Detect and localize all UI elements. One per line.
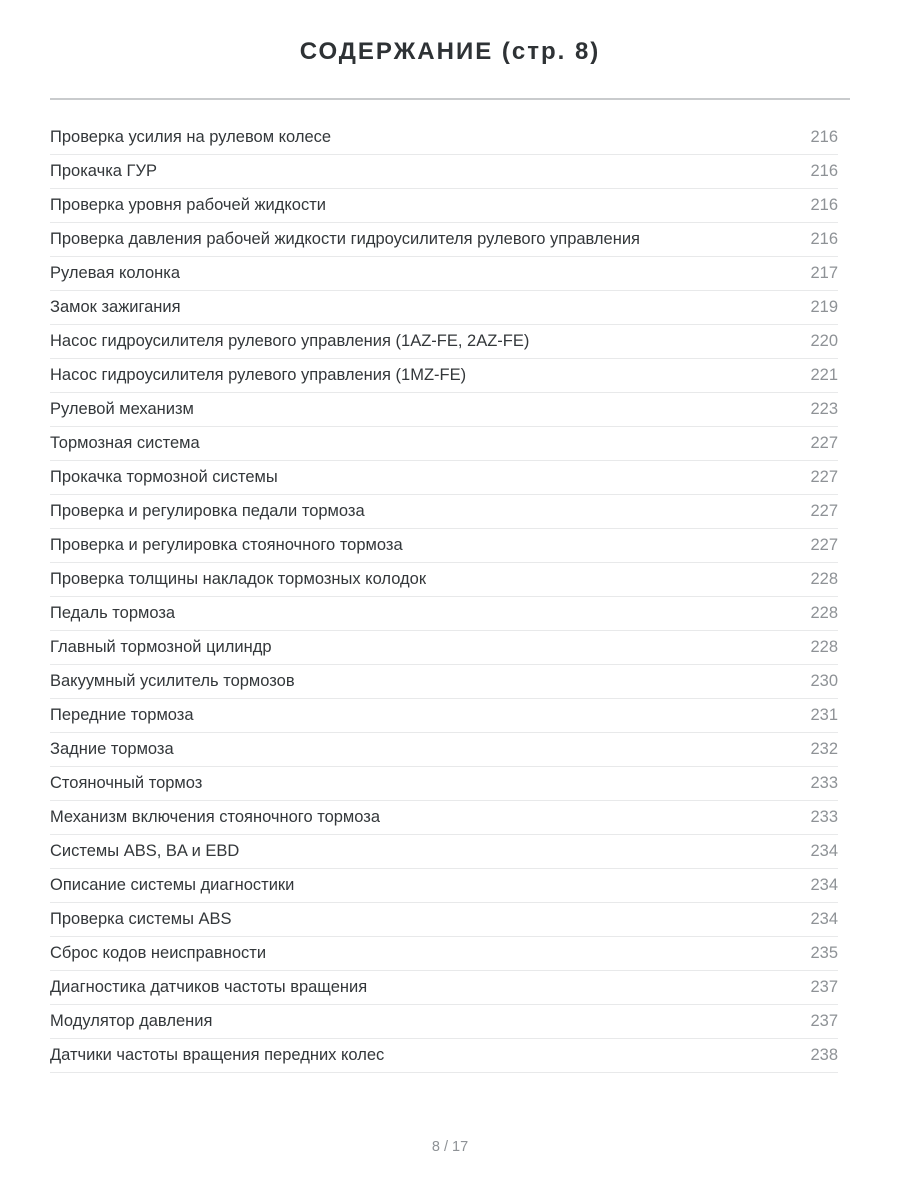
title-divider: [50, 98, 850, 100]
toc-item-page: 227: [810, 502, 838, 520]
toc-item-page: 219: [810, 298, 838, 316]
toc-item-page: 216: [810, 196, 838, 214]
toc-item-label: Тормозная система: [50, 434, 200, 452]
toc-item-page: 237: [810, 978, 838, 996]
toc-item-label: Вакуумный усилитель тормозов: [50, 672, 295, 690]
toc-item-page: 227: [810, 536, 838, 554]
toc-item-label: Стояночный тормоз: [50, 774, 203, 792]
toc-item: [50, 563, 838, 597]
toc-item: [50, 903, 838, 937]
toc-item-label: Рулевой механизм: [50, 400, 194, 418]
toc-item-label: Проверка уровня рабочей жидкости: [50, 196, 326, 214]
toc-item-page: 227: [810, 468, 838, 486]
toc-item-label: Проверка давления рабочей жидкости гидроусилителя рулевого управления: [50, 230, 640, 248]
toc-item-label: Сброс кодов неисправности: [50, 944, 267, 962]
toc-item-page: 237: [810, 1012, 838, 1030]
toc-item-label: Проверка и регулировка стояночного тормоза: [50, 536, 403, 554]
toc-item-page: 216: [810, 230, 838, 248]
toc-item-label: Педаль тормоза: [50, 604, 176, 622]
toc-item-page: 234: [810, 910, 838, 928]
toc-item: [50, 325, 838, 359]
toc-item: [50, 427, 838, 461]
toc-item-label: Проверка толщины накладок тормозных колодок: [50, 570, 427, 588]
toc-item: [50, 1039, 838, 1073]
toc-item-label: Датчики частоты вращения передних колес: [50, 1046, 385, 1064]
toc-item: [50, 121, 838, 155]
page-indicator: 8 / 17: [431, 1139, 469, 1155]
toc-item-label: Механизм включения стояночного тормоза: [50, 808, 380, 826]
toc-page: [50, 0, 850, 1155]
toc-item-label: Замок зажигания: [50, 298, 181, 316]
toc-item-page: 221: [810, 366, 838, 384]
toc-item-page: 238: [810, 1046, 838, 1064]
toc-item-label: Насос гидроусилителя рулевого управления (1AZ-FE, 2AZ-FE): [50, 332, 530, 350]
toc-item: [50, 801, 838, 835]
toc-item-label: Рулевая колонка: [50, 264, 181, 282]
toc-item-page: 233: [810, 808, 838, 826]
toc-item-page: 234: [810, 876, 838, 894]
toc-item-label: Насос гидроусилителя рулевого управления (1MZ-FE): [50, 366, 467, 384]
toc-item-label: Задние тормоза: [50, 740, 174, 758]
toc-item: [50, 495, 838, 529]
toc-item-page: 228: [810, 570, 838, 588]
toc-item: [50, 631, 838, 665]
toc-item-page: 216: [810, 128, 838, 146]
toc-item-page: 233: [810, 774, 838, 792]
toc-item-page: 231: [810, 706, 838, 724]
toc-item: [50, 393, 838, 427]
toc-item: [50, 223, 838, 257]
toc-item: [50, 291, 838, 325]
toc-item-page: 223: [810, 400, 838, 418]
toc-item: [50, 155, 838, 189]
toc-item-label: Проверка и регулировка педали тормоза: [50, 502, 365, 520]
toc-item: [50, 869, 838, 903]
toc-item: [50, 461, 838, 495]
toc-item-page: 217: [810, 264, 838, 282]
toc-item: [50, 971, 838, 1005]
toc-item-label: Описание системы диагностики: [50, 876, 295, 894]
toc-item-page: 234: [810, 842, 838, 860]
toc-list: [50, 121, 838, 1073]
toc-item-label: Проверка системы ABS: [50, 910, 232, 928]
toc-item-page: 227: [810, 434, 838, 452]
toc-item: [50, 665, 838, 699]
toc-item-page: 220: [810, 332, 838, 350]
page-title: СОДЕРЖАНИЕ (стр. 8): [299, 38, 601, 65]
toc-item: [50, 359, 838, 393]
toc-item: [50, 699, 838, 733]
toc-item: [50, 529, 838, 563]
toc-item: [50, 835, 838, 869]
toc-item: [50, 1005, 838, 1039]
toc-item-label: Модулятор давления: [50, 1012, 213, 1030]
toc-item: [50, 733, 838, 767]
toc-item-label: Главный тормозной цилиндр: [50, 638, 272, 656]
toc-item: [50, 937, 838, 971]
toc-item-label: Прокачка ГУР: [50, 162, 157, 180]
toc-item-label: Прокачка тормозной системы: [50, 468, 278, 486]
toc-item-page: 235: [810, 944, 838, 962]
toc-item-page: 216: [810, 162, 838, 180]
toc-item-page: 228: [810, 638, 838, 656]
toc-item-page: 228: [810, 604, 838, 622]
toc-item-label: Системы ABS, BA и EBD: [50, 842, 240, 860]
toc-item-label: Проверка усилия на рулевом колесе: [50, 128, 332, 146]
toc-item-label: Диагностика датчиков частоты вращения: [50, 978, 368, 996]
toc-item-page: 232: [810, 740, 838, 758]
toc-item: [50, 257, 838, 291]
toc-item-page: 230: [810, 672, 838, 690]
toc-item-label: Передние тормоза: [50, 706, 194, 724]
toc-item: [50, 767, 838, 801]
toc-item: [50, 189, 838, 223]
toc-item: [50, 597, 838, 631]
